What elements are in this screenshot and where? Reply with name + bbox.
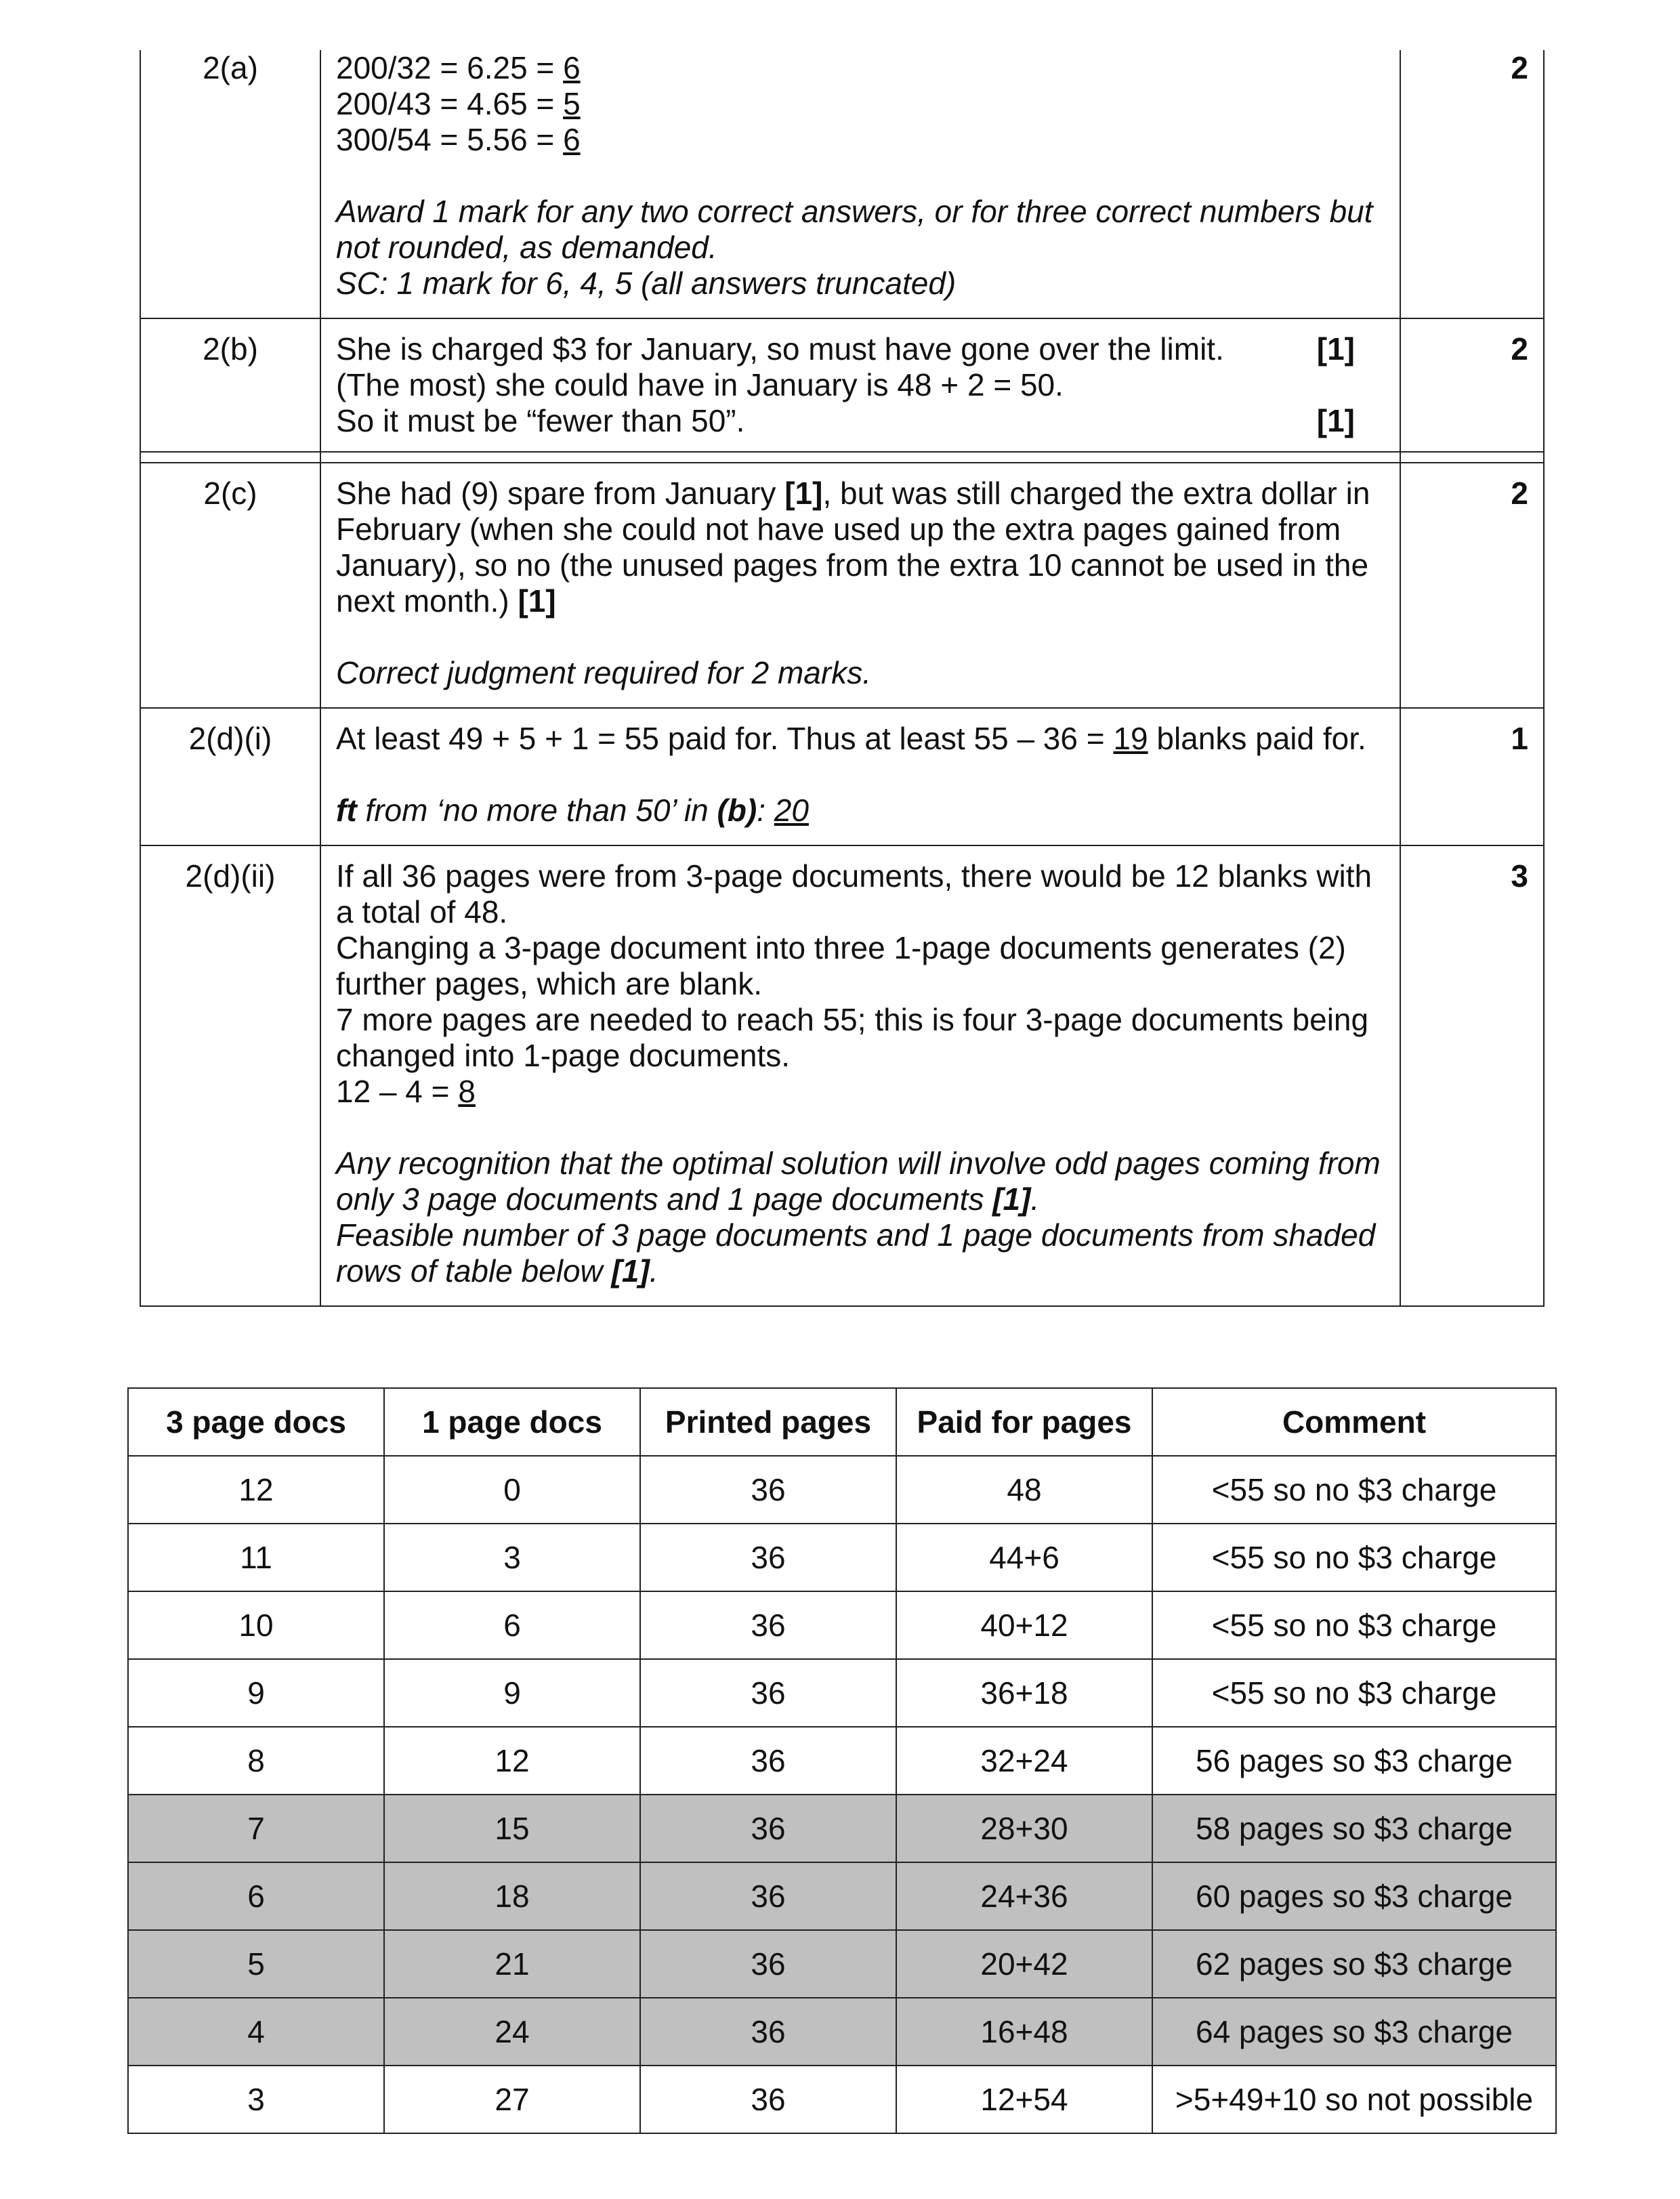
table-row-shaded (128, 1795, 1556, 1862)
answer-line: At least 49 + 5 + 1 = 55 paid for. Thus at least 55 – 36 = 19 blanks paid for. (336, 721, 1366, 756)
table-cell: 36 (640, 1727, 896, 1795)
table-cell: 56 pages so $3 charge (1152, 1727, 1556, 1795)
table-cell: 36 (640, 1862, 896, 1930)
table-cell: <55 so no $3 charge (1152, 1456, 1556, 1524)
table-cell: 6 (384, 1591, 640, 1659)
answer-paragraph: She had (9) spare from January [1], but was still charged the extra dollar in February (when she could not have used up the extra pages gained from January), so no (the unused pages from the extra 10 cannot be used in the next month.) [1] (336, 476, 1370, 619)
answer-paragraph: If all 36 pages were from 3-page documents, there would be 12 blanks with a total of 48. (336, 858, 1372, 929)
table-cell: 36 (640, 1591, 896, 1659)
table-cell: <55 so no $3 charge (1152, 1524, 1556, 1591)
table-cell: 6 (128, 1862, 384, 1930)
answer-line: She is charged $3 for January, so must have gone over the limit. [1] (336, 331, 1355, 366)
table-cell: 18 (384, 1862, 640, 1930)
question-number: 2(c) (140, 463, 320, 708)
answer-line: 12 – 4 = 8 (336, 1074, 476, 1109)
table-cell: 12 (128, 1456, 384, 1524)
mark-scheme-row-2di (140, 708, 1544, 845)
table-cell: 8 (128, 1727, 384, 1795)
table-cell: 0 (384, 1456, 640, 1524)
table-cell: 24 (384, 1998, 640, 2066)
table-cell: 40+12 (896, 1591, 1152, 1659)
table-cell: 5 (128, 1930, 384, 1998)
table-row-shaded (128, 1998, 1556, 2066)
table-cell: 48 (896, 1456, 1152, 1524)
answer-line: So it must be “fewer than 50”. [1] (336, 403, 1355, 438)
table-row (128, 1591, 1556, 1659)
row-separator (140, 452, 1544, 463)
table-cell: 36 (640, 1998, 896, 2066)
table-cell: 12+54 (896, 2066, 1152, 2133)
table-cell: 36+18 (896, 1659, 1152, 1727)
column-header: 3 page docs (128, 1388, 384, 1456)
mark-scheme-row-2c (140, 463, 1544, 708)
table-cell: 36 (640, 1659, 896, 1727)
table-cell: 12 (384, 1727, 640, 1795)
answer-cell (320, 318, 1400, 452)
table-cell: 58 pages so $3 charge (1152, 1795, 1556, 1862)
calc-line: 200/32 = 6.25 = 6 (336, 50, 581, 85)
question-number: 2(a) (140, 50, 320, 318)
table-cell: 36 (640, 1456, 896, 1524)
question-number: 2(b) (140, 318, 320, 452)
table-cell: 28+30 (896, 1795, 1152, 1862)
table-cell: 15 (384, 1795, 640, 1862)
table-cell: 24+36 (896, 1862, 1152, 1930)
table-cell: 44+6 (896, 1524, 1152, 1591)
table-cell: 64 pages so $3 charge (1152, 1998, 1556, 2066)
table-cell: 36 (640, 1524, 896, 1591)
table-cell: 16+48 (896, 1998, 1152, 2066)
guidance-note: Award 1 mark for any two correct answers, or for three correct numbers but not rounded, as demanded. (336, 194, 1373, 265)
table-cell: 62 pages so $3 charge (1152, 1930, 1556, 1998)
table-header-row (128, 1388, 1556, 1456)
column-header: 1 page docs (384, 1388, 640, 1456)
column-header: Comment (1152, 1388, 1556, 1456)
table-row (128, 1727, 1556, 1795)
table-row (128, 1456, 1556, 1524)
table-cell: 9 (128, 1659, 384, 1727)
table-cell: 9 (384, 1659, 640, 1727)
table-row (128, 1524, 1556, 1591)
answer-paragraph: Changing a 3-page document into three 1-page documents generates (2) further pages, which are blank. (336, 930, 1346, 1001)
guidance-note: Feasible number of 3 page documents and 1 page documents from shaded rows of table below [1]. (336, 1217, 1376, 1289)
mark-scheme-table (140, 50, 1545, 1307)
question-number: 2(d)(i) (140, 708, 320, 845)
table-cell: 27 (384, 2066, 640, 2133)
table-cell: >5+49+10 so not possible (1152, 2066, 1556, 2133)
mark-scheme-row-2dii (140, 845, 1544, 1306)
table-cell: 7 (128, 1795, 384, 1862)
table-row-shaded (128, 1930, 1556, 1998)
table-cell: <55 so no $3 charge (1152, 1659, 1556, 1727)
marks-value: 3 (1400, 845, 1544, 1306)
table-cell: 3 (128, 2066, 384, 2133)
answer-cell (320, 50, 1400, 318)
guidance-note: SC: 1 mark for 6, 4, 5 (all answers truncated) (336, 266, 957, 301)
table-cell: 11 (128, 1524, 384, 1591)
calc-line: 300/54 = 5.56 = 6 (336, 122, 581, 157)
table-cell: 60 pages so $3 charge (1152, 1862, 1556, 1930)
table-cell: 4 (128, 1998, 384, 2066)
table-row-shaded (128, 1862, 1556, 1930)
guidance-note: Any recognition that the optimal solution will involve odd pages coming from only 3 page documents and 1 page documents [1]. (336, 1146, 1381, 1217)
marks-value: 2 (1400, 463, 1544, 708)
answer-cell (320, 463, 1400, 708)
calc-line: 200/43 = 4.65 = 5 (336, 86, 581, 121)
table-cell: 32+24 (896, 1727, 1152, 1795)
table-row (128, 2066, 1556, 2133)
answer-cell (320, 845, 1400, 1306)
follow-through-note: ft from ‘no more than 50’ in (b): 20 (336, 793, 809, 828)
table-cell: 20+42 (896, 1930, 1152, 1998)
mark-scheme-row-2a (140, 50, 1544, 318)
marks-value: 2 (1400, 318, 1544, 452)
documents-table (127, 1387, 1557, 2134)
mark-scheme-row-2b (140, 318, 1544, 452)
answer-paragraph: 7 more pages are needed to reach 55; this is four 3-page documents being changed into 1-page documents. (336, 1002, 1369, 1073)
table-cell: 36 (640, 1795, 896, 1862)
table-row (128, 1659, 1556, 1727)
table-cell: 3 (384, 1524, 640, 1591)
question-number: 2(d)(ii) (140, 845, 320, 1306)
table-cell: 36 (640, 2066, 896, 2133)
table-cell: 36 (640, 1930, 896, 1998)
marks-value: 1 (1400, 708, 1544, 845)
guidance-note: Correct judgment required for 2 marks. (336, 655, 871, 690)
column-header: Paid for pages (896, 1388, 1152, 1456)
marks-value: 2 (1400, 50, 1544, 318)
table-cell: 21 (384, 1930, 640, 1998)
column-header: Printed pages (640, 1388, 896, 1456)
answer-line: (The most) she could have in January is 48 + 2 = 50. (336, 367, 1064, 402)
table-cell: <55 so no $3 charge (1152, 1591, 1556, 1659)
answer-cell (320, 708, 1400, 845)
table-cell: 10 (128, 1591, 384, 1659)
